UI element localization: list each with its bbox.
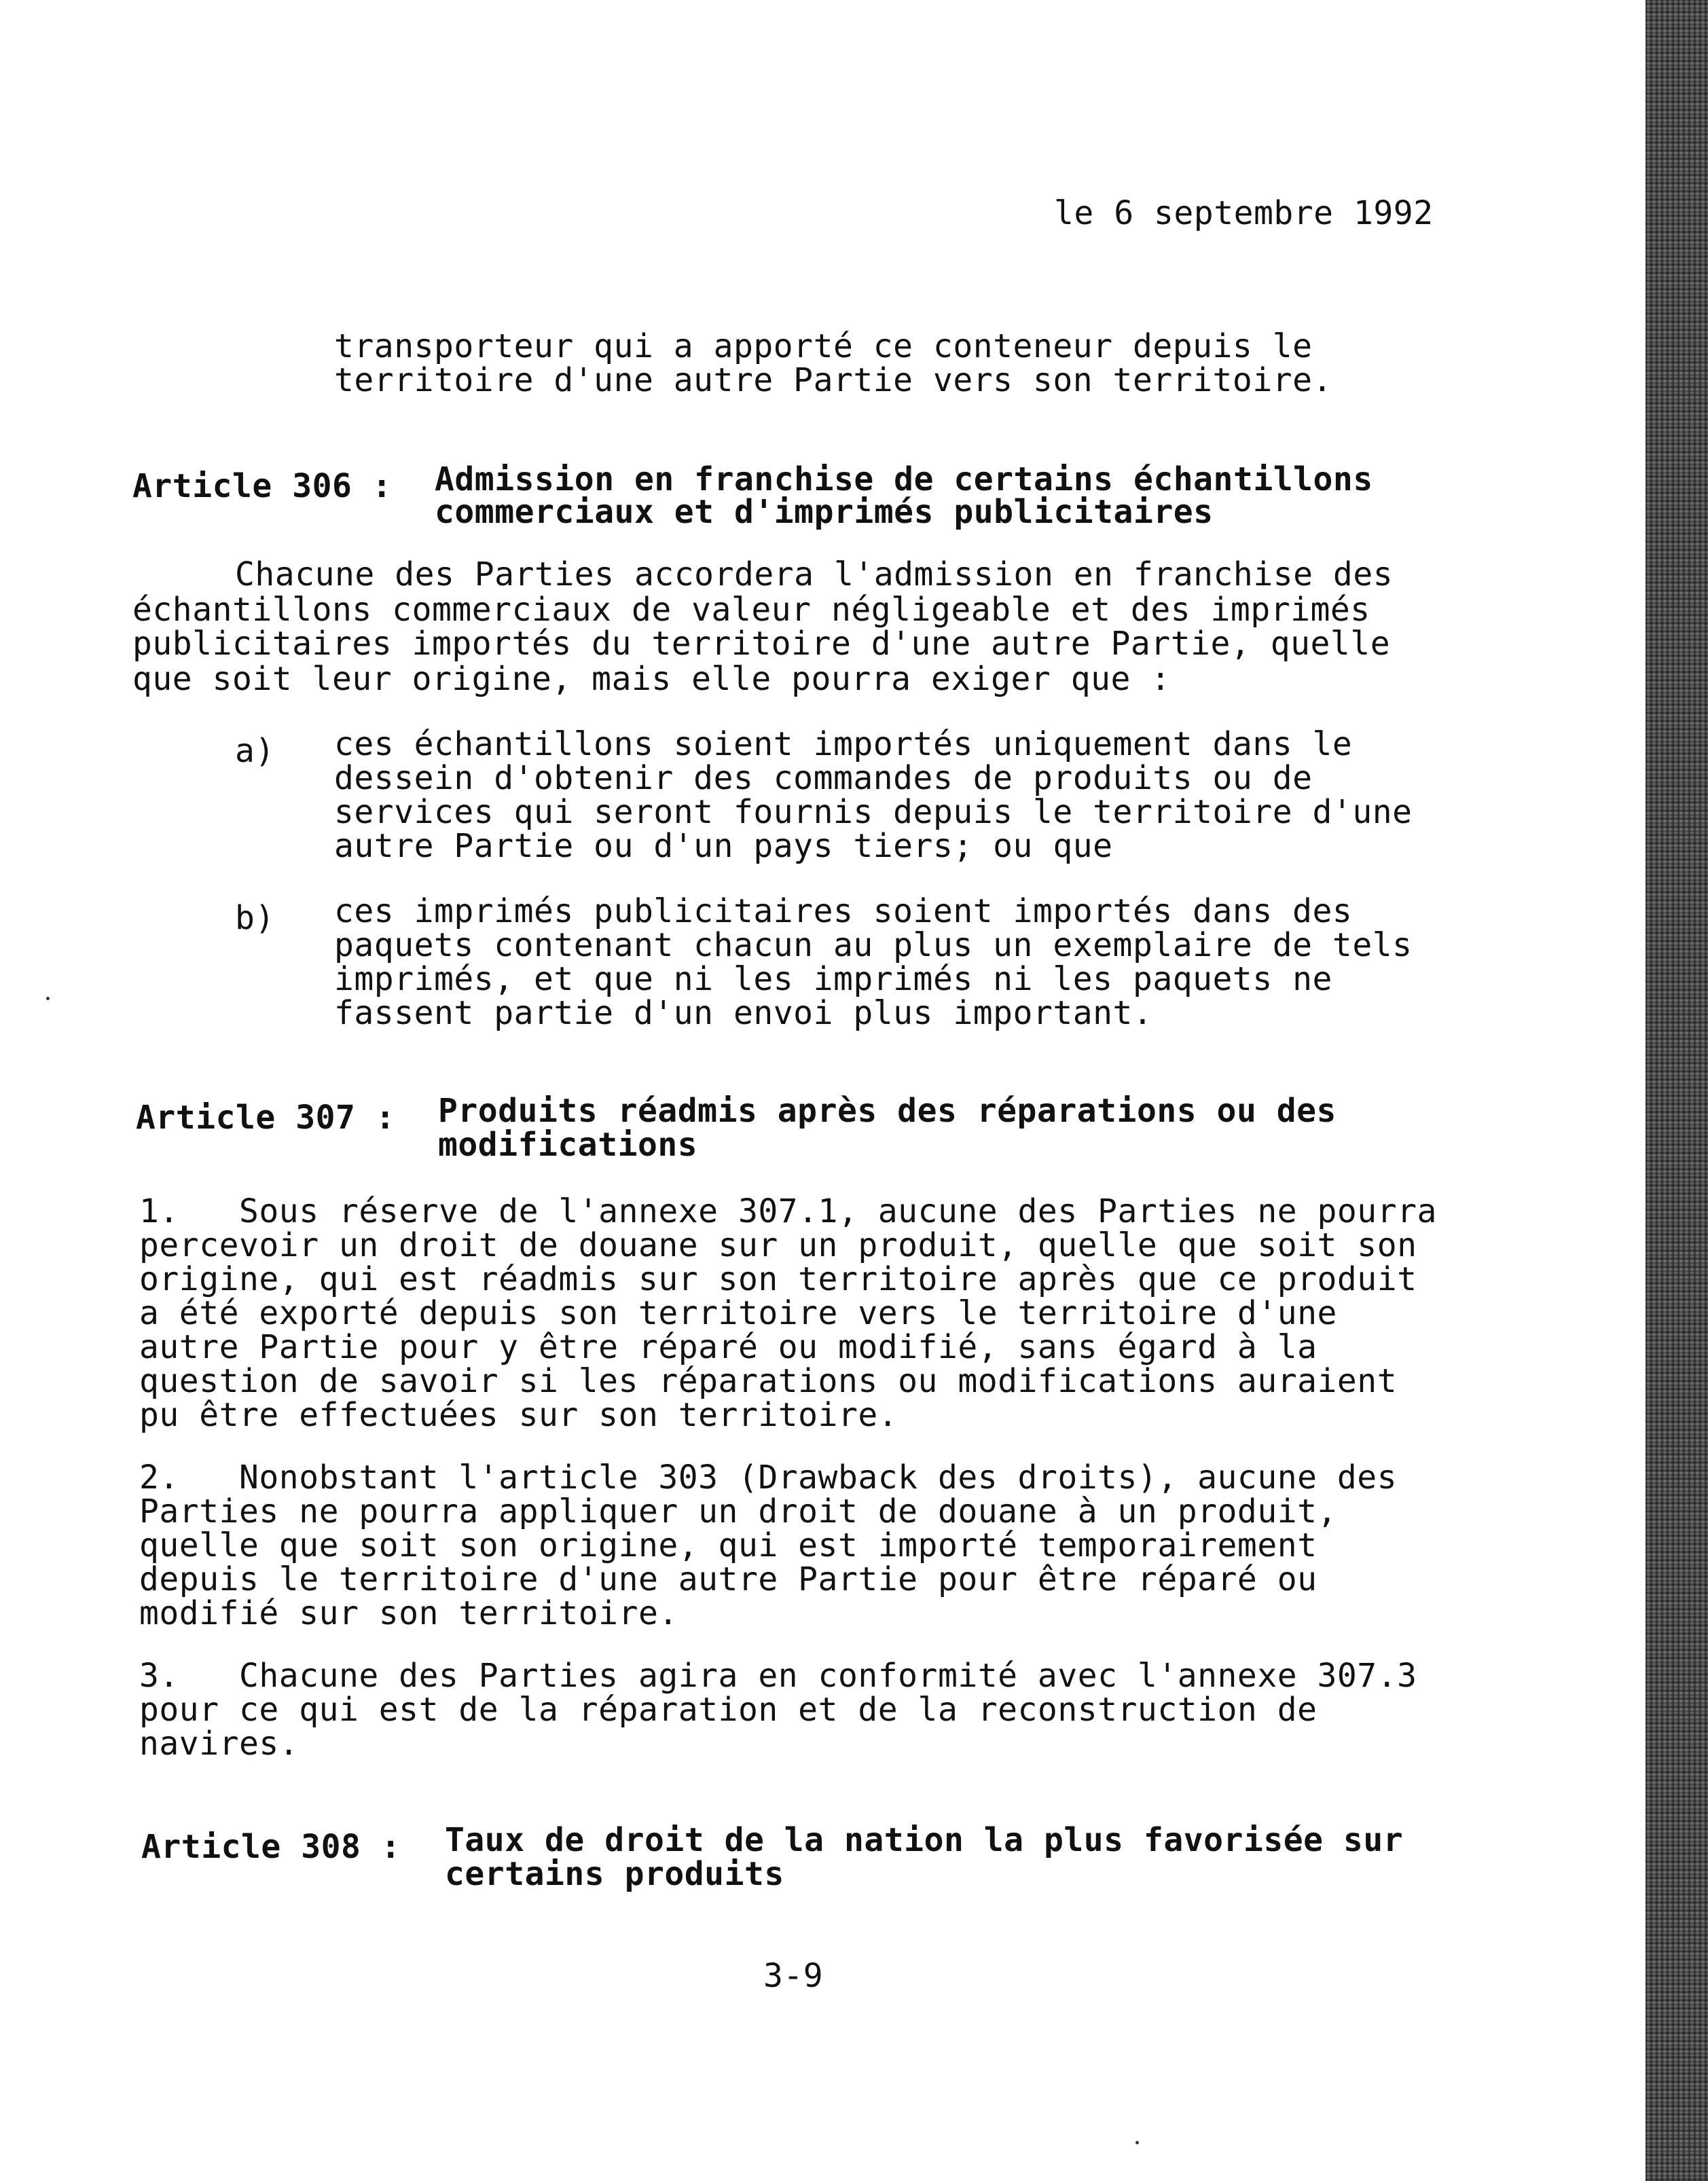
article-306-item-b-marker: b) (235, 899, 275, 937)
article-306-item-a-line-3: services qui seront fournis depuis le territoire d'une (334, 793, 1413, 831)
article-307-para-1-line-3: origine, qui est réadmis sur son territoire après que ce produit (139, 1260, 1417, 1298)
scan-speck (1135, 2141, 1139, 2144)
article-307-title-line-2: modifications (438, 1126, 698, 1164)
article-308-label: Article 308 : (141, 1828, 401, 1866)
article-306-item-b-line-3: imprimés, et que ni les imprimés ni les paquets ne (334, 960, 1332, 998)
article-306-item-a-line-2: dessein d'obtenir des commandes de produits ou de (334, 759, 1313, 797)
article-306-item-b-line-1: ces imprimés publicitaires soient importés dans des (334, 892, 1353, 930)
intro-line-2: territoire d'une autre Partie vers son territoire. (334, 361, 1332, 399)
article-307-para-1-line-2: percevoir un droit de douane sur un produit, quelle que soit son (139, 1226, 1417, 1264)
article-307-para-3-line-3: navires. (139, 1725, 299, 1763)
article-306-item-b-line-4: fassent partie d'un envoi plus important. (334, 994, 1153, 1032)
article-307-para-1-line-7: pu être effectuées sur son territoire. (139, 1396, 898, 1434)
article-307-para-1-line-4: a été exporté depuis son territoire vers le territoire d'une (139, 1294, 1337, 1332)
scan-border-edge (1646, 0, 1708, 2181)
article-306-label: Article 306 : (132, 467, 393, 505)
article-307-para-2-line-3: quelle que soit son origine, qui est importé temporairement (139, 1526, 1318, 1564)
page-number: 3-9 (763, 1957, 824, 1995)
article-306-item-a-line-4: autre Partie ou d'un pays tiers; ou que (334, 827, 1113, 865)
article-306-title-line-2: commerciaux et d'imprimés publicitaires (435, 493, 1214, 531)
article-306-para-line-2: échantillons commerciaux de valeur négligeable et des imprimés (132, 591, 1370, 629)
article-307-para-2-line-5: modifié sur son territoire. (139, 1594, 678, 1632)
article-307-para-1-line-5: autre Partie pour y être réparé ou modifié, sans égard à la (139, 1328, 1318, 1366)
article-307-para-3-line-2: pour ce qui est de la réparation et de la reconstruction de (139, 1691, 1318, 1729)
article-308-title-line-1: Taux de droit de la nation la plus favorisée sur (445, 1821, 1404, 1859)
article-306-para-line-1: Chacune des Parties accordera l'admission en franchise des (235, 555, 1394, 593)
scan-speck (46, 997, 50, 1000)
article-307-para-3-line-1: 3. Chacune des Parties agira en conformité avec l'annexe 307.3 (139, 1657, 1417, 1695)
article-307-para-2-line-4: depuis le territoire d'une autre Partie pour être réparé ou (139, 1560, 1318, 1598)
article-307-label: Article 307 : (136, 1099, 396, 1137)
article-307-para-1-line-6: question de savoir si les réparations ou modifications auraient (139, 1362, 1398, 1400)
article-306-title-line-1: Admission en franchise de certains échantillons (435, 460, 1373, 498)
article-306-para-line-3: publicitaires importés du territoire d'une autre Partie, quelle (132, 625, 1391, 663)
article-307-title-line-1: Produits réadmis après des réparations ou des (438, 1092, 1337, 1130)
document-date: le 6 septembre 1992 (1054, 194, 1434, 232)
article-306-item-b-line-2: paquets contenant chacun au plus un exemplaire de tels (334, 926, 1413, 964)
intro-line-1: transporteur qui a apporté ce conteneur depuis le (334, 327, 1313, 365)
article-307-para-2-line-2: Parties ne pourra appliquer un droit de douane à un produit, (139, 1492, 1337, 1531)
article-306-item-a-marker: a) (235, 732, 275, 770)
article-306-para-line-4: que soit leur origine, mais elle pourra exiger que : (132, 660, 1171, 698)
article-307-para-2-line-1: 2. Nonobstant l'article 303 (Drawback des droits), aucune des (139, 1459, 1398, 1497)
article-308-title-line-2: certains produits (445, 1855, 784, 1893)
article-307-para-1-line-1: 1. Sous réserve de l'annexe 307.1, aucune des Parties ne pourra (139, 1192, 1437, 1230)
article-306-item-a-line-1: ces échantillons soient importés uniquement dans le (334, 725, 1353, 763)
